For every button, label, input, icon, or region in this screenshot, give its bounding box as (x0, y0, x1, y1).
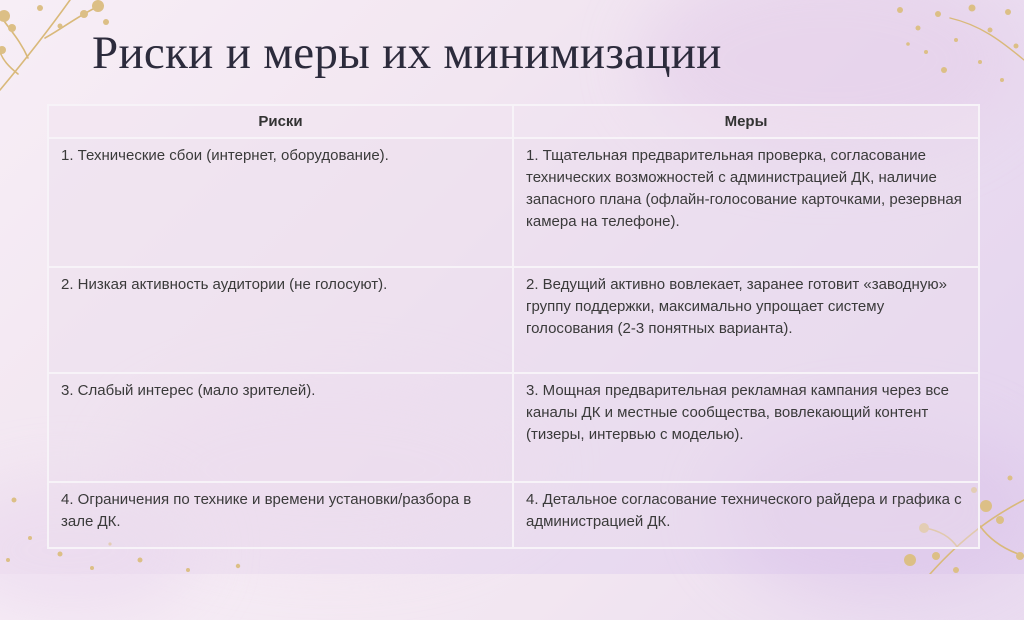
measure-cell: 4. Детальное согласование технического райдера и графика с администрацией ДК. (513, 482, 979, 548)
header-measures: Меры (513, 105, 979, 138)
table-row (48, 482, 979, 548)
measure-cell: 2. Ведущий активно вовлекает, заранее готовит «заводную» группу поддержки, максимально упрощает систему голосования (2-3 понятных варианта). (513, 267, 979, 373)
measure-cell: 1. Тщательная предварительная проверка, согласование технических возможностей с администрацией ДК, наличие запасного плана (офлайн-голосование карточками, резервная камера на телефоне). (513, 138, 979, 267)
risk-cell: 3. Слабый интерес (мало зрителей). (48, 373, 513, 482)
gold-dots-decoration-top-right (880, 0, 1024, 110)
table-row (48, 373, 979, 482)
table-row (48, 267, 979, 373)
header-risks: Риски (48, 105, 513, 138)
risk-cell: 1. Технические сбои (интернет, оборудование). (48, 138, 513, 267)
risk-cell: 4. Ограничения по технике и времени установки/разбора в зале ДК. (48, 482, 513, 548)
table-header-row (48, 105, 979, 138)
measure-cell: 3. Мощная предварительная рекламная кампания через все каналы ДК и местные сообщества, вовлекающий контент (тизеры, интервью с моделью). (513, 373, 979, 482)
risks-measures-table (47, 104, 980, 549)
risk-cell: 2. Низкая активность аудитории (не голосуют). (48, 267, 513, 373)
table-row (48, 138, 979, 267)
slide-title: Риски и меры их минимизации (92, 27, 722, 79)
